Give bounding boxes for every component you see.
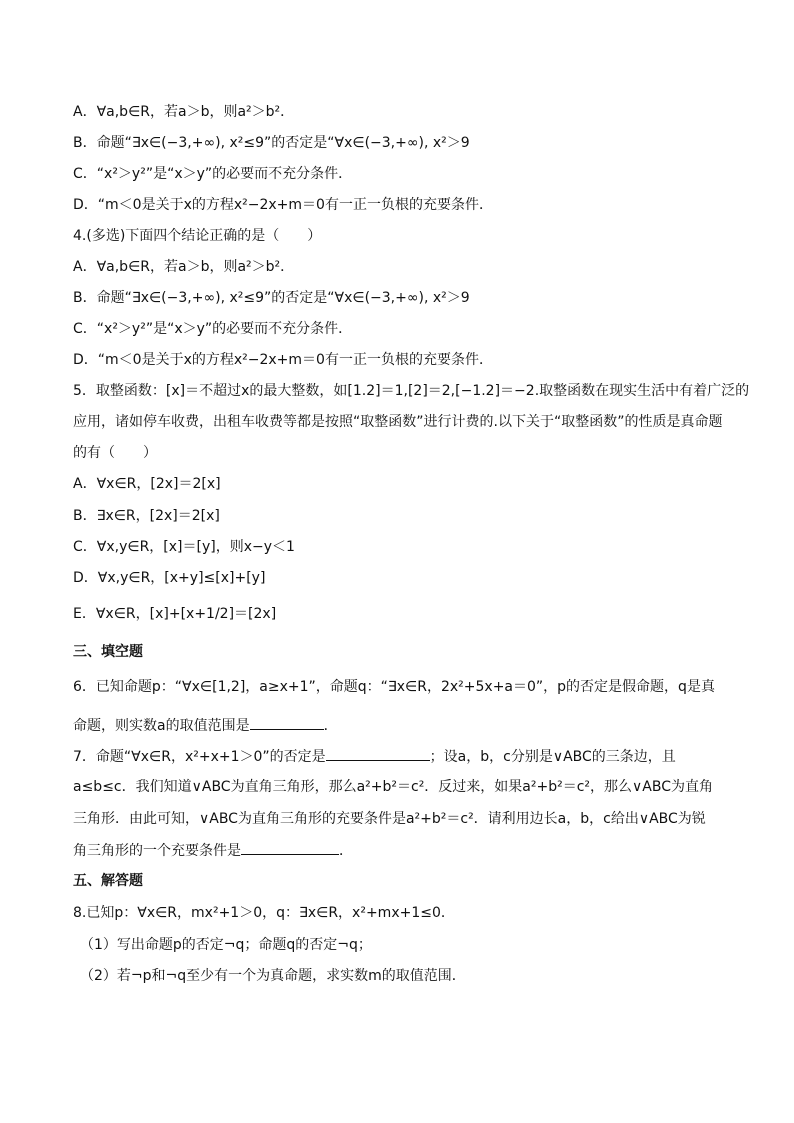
q5-option-a: A．∀x∈R，[2x]＝2[x]	[73, 476, 221, 492]
q5-option-e: E．∀x∈R，[x]+[x+1/2]＝[2x]	[73, 606, 277, 622]
q7-mid: ；设a，b，c分别是∨ABC的三条边，且	[429, 749, 676, 765]
option-b: B．命题“∃x∈(−3,+∞), x²≤9”的否定是“∀x∈(−3,+∞), x²＞9	[73, 135, 470, 151]
question-4: 4.(多选)下面四个结论正确的是（ ）	[73, 228, 322, 244]
question-7-line-3: 三角形．由此可知，∨ABC为直角三角形的充要条件是a²+b²＝c²．请利用边长a，b，c给出∨ABC为锐	[73, 811, 706, 827]
q7-text: 7．命题“∀x∈R，x²+x+1＞0”的否定是	[73, 749, 326, 765]
question-6-line-1: 6．已知命题p：“∀x∈[1,2]，a≥x+1”，命题q：“∃x∈R，2x²+5x+a＝0”，p的否定是假命题，q是真	[73, 679, 715, 695]
q6-text: 命题，则实数a的取值范围是	[73, 718, 250, 734]
option-a: A．∀a,b∈R，若a＞b，则a²＞b²．	[73, 104, 295, 120]
q8-part-2: （2）若¬p和¬q至少有一个为真命题，求实数m的取值范围．	[80, 968, 466, 984]
q5-option-c: C．∀x,y∈R，[x]＝[y]，则x−y＜1	[73, 539, 295, 555]
question-8: 8.已知p：∀x∈R，mx²+1＞0，q：∃x∈R，x²+mx+1≤0．	[73, 905, 455, 921]
q7-answer-blank-2[interactable]	[241, 840, 339, 855]
question-5-line-1: 5．取整函数：[x]＝不超过x的最大整数，如[1.2]＝1,[2]＝2,[−1.2]＝−2.取整函数在现实生活中有着广泛的	[73, 383, 750, 399]
option-d: D．“m＜0是关于x的方程x²−2x+m＝0有一正一负根的充要条件．	[73, 197, 493, 213]
q8-part-1: （1）写出命题p的否定¬q；命题q的否定¬q；	[80, 937, 372, 953]
section-answer: 五、解答题	[73, 873, 143, 889]
question-6-line-2	[73, 715, 338, 736]
q4-option-d: D．“m＜0是关于x的方程x²−2x+m＝0有一正一负根的充要条件．	[73, 352, 493, 368]
q4-option-b: B．命题“∃x∈(−3,+∞), x²≤9”的否定是“∀x∈(−3,+∞), x²＞9	[73, 290, 470, 306]
q7-text-end: 角三角形的一个充要条件是	[73, 843, 241, 859]
question-7-line-2: a≤b≤c．我们知道∨ABC为直角三角形，那么a²+b²＝c²．反过来，如果a²+b²＝c²，那么∨ABC为直角	[73, 779, 713, 795]
question-5-line-2: 应用，诸如停车收费，出租车收费等都是按照“取整函数”进行计费的.以下关于“取整函数”的性质是真命题	[73, 414, 723, 430]
question-7-line-4	[73, 840, 353, 861]
section-fill-in: 三、填空题	[73, 644, 143, 660]
q5-option-d: D．∀x,y∈R，[x+y]≤[x]+[y]	[73, 570, 266, 586]
q7-tail: ．	[339, 843, 353, 859]
q4-option-c: C．“x²＞y²”是“x＞y”的必要而不充分条件．	[73, 321, 353, 337]
option-c: C．“x²＞y²”是“x＞y”的必要而不充分条件．	[73, 166, 353, 182]
q6-answer-blank[interactable]	[250, 715, 324, 730]
q7-answer-blank-1[interactable]	[326, 746, 430, 761]
question-5-line-3: 的有（ ）	[73, 445, 157, 461]
question-7-line-1	[73, 746, 676, 767]
q6-tail: ．	[323, 718, 338, 734]
q4-option-a: A．∀a,b∈R，若a＞b，则a²＞b²．	[73, 259, 295, 275]
q5-option-b: B．∃x∈R，[2x]＝2[x]	[73, 508, 220, 524]
